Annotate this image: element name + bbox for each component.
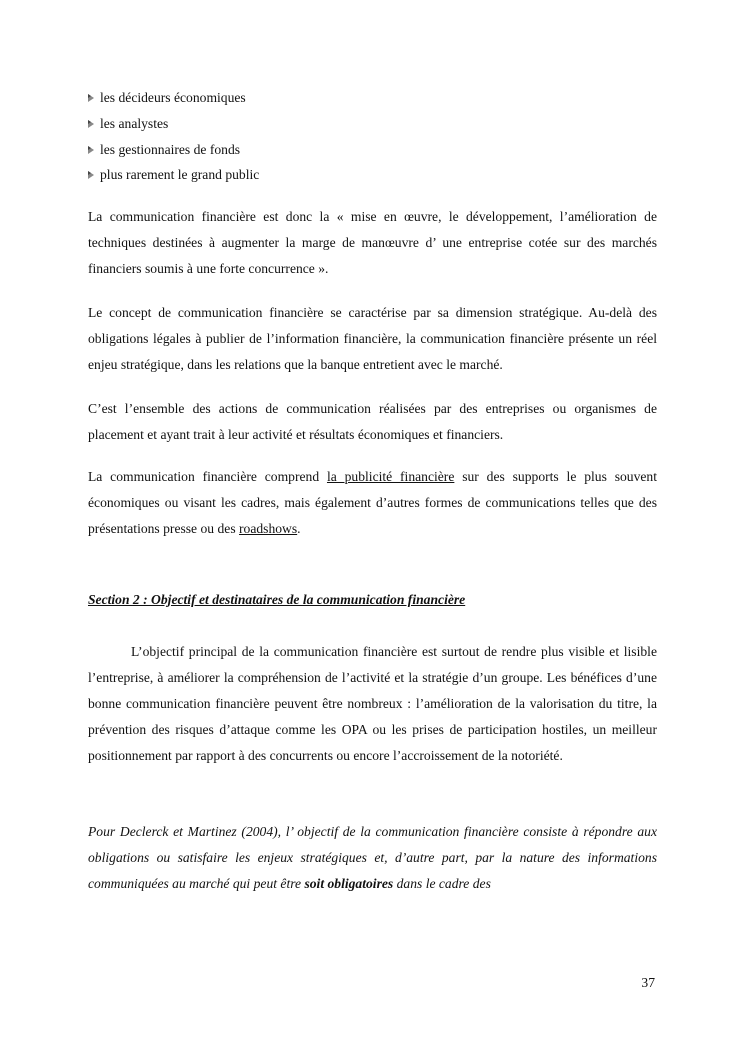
list-item (88, 115, 658, 141)
paragraph-citation (88, 819, 657, 897)
paragraph-actions: C’est l’ensemble des actions de communication réalisées par des entreprises ou organismes de placement et ayant trait à leur activité et résultats économiques et financiers. (88, 401, 657, 442)
publicite-financiere-link[interactable]: la publicité financière (326, 469, 455, 484)
paragraph-citation-bold: soit obligatoires (304, 876, 394, 891)
arrow-bullet-icon (88, 146, 94, 154)
page-number: 37 (641, 975, 655, 990)
paragraph-scope-text: La communication financière comprend (88, 469, 320, 484)
list-item-text: les gestionnaires de fonds (100, 141, 241, 157)
list-item-text: les analystes (100, 115, 169, 131)
list-item (88, 166, 658, 192)
arrow-bullet-icon (88, 171, 94, 179)
bullet-list (88, 89, 658, 192)
list-item-text: plus rarement le grand public (100, 167, 260, 183)
paragraph-definition: La communication financière est donc la « mise en œuvre, le développement, l’amélioration de techniques destinées à augmenter la marge de manœuvre d’ une entreprise cotée sur des marchés financiers soumis à une forte concurrence ». (88, 209, 657, 276)
paragraph-scope-end: . (297, 521, 301, 536)
paragraph-concept: Le concept de communication financière se caractérise par sa dimension stratégique. Au-delà des obligations légales à publier de l’information financière, la communication financière présente un réel enjeu stratégique, dans les relations que la banque entretient avec le marché. (88, 305, 657, 372)
paragraph-scope (88, 464, 657, 542)
paragraph-citation-end: dans le cadre des (396, 876, 491, 891)
arrow-bullet-icon (88, 120, 94, 128)
list-item (88, 89, 658, 115)
paragraph-citation-text: Pour Declerck et Martinez (2004), l’ objectif de la communication financière consiste à répondre aux obligations ou satisfaire les enjeux stratégiques et, d’autre part, par la nature des informations communiquées au marché qui peut être (88, 824, 657, 891)
section-heading: Section 2 : Objectif et destinataires de la communication financière (88, 592, 466, 607)
arrow-bullet-icon (88, 94, 94, 102)
paragraph-objective: L’objectif principal de la communication financière est surtout de rendre plus visible et lisible l’entreprise, à améliorer la compréhension de l’activité et la stratégie d’un groupe. Les bénéfices d’une bonne communication financière peuvent être nombreux : l’amélioration de la valorisation du titre, la prévention des risques d’attaque comme les OPA ou les prises de participation hostiles, un meilleur positionnement par rapport à des concurrents ou encore l’accroissement de la notoriété. (88, 644, 657, 763)
list-item-text: les décideurs économiques (100, 90, 246, 105)
roadshows-link[interactable]: roadshows (239, 521, 298, 536)
list-item (88, 141, 658, 167)
paragraph-scope-text: sur des supports le plus souvent économiques ou visant les cadres, mais également d’autres formes de communications telles que des présentations presse ou des (88, 469, 657, 536)
